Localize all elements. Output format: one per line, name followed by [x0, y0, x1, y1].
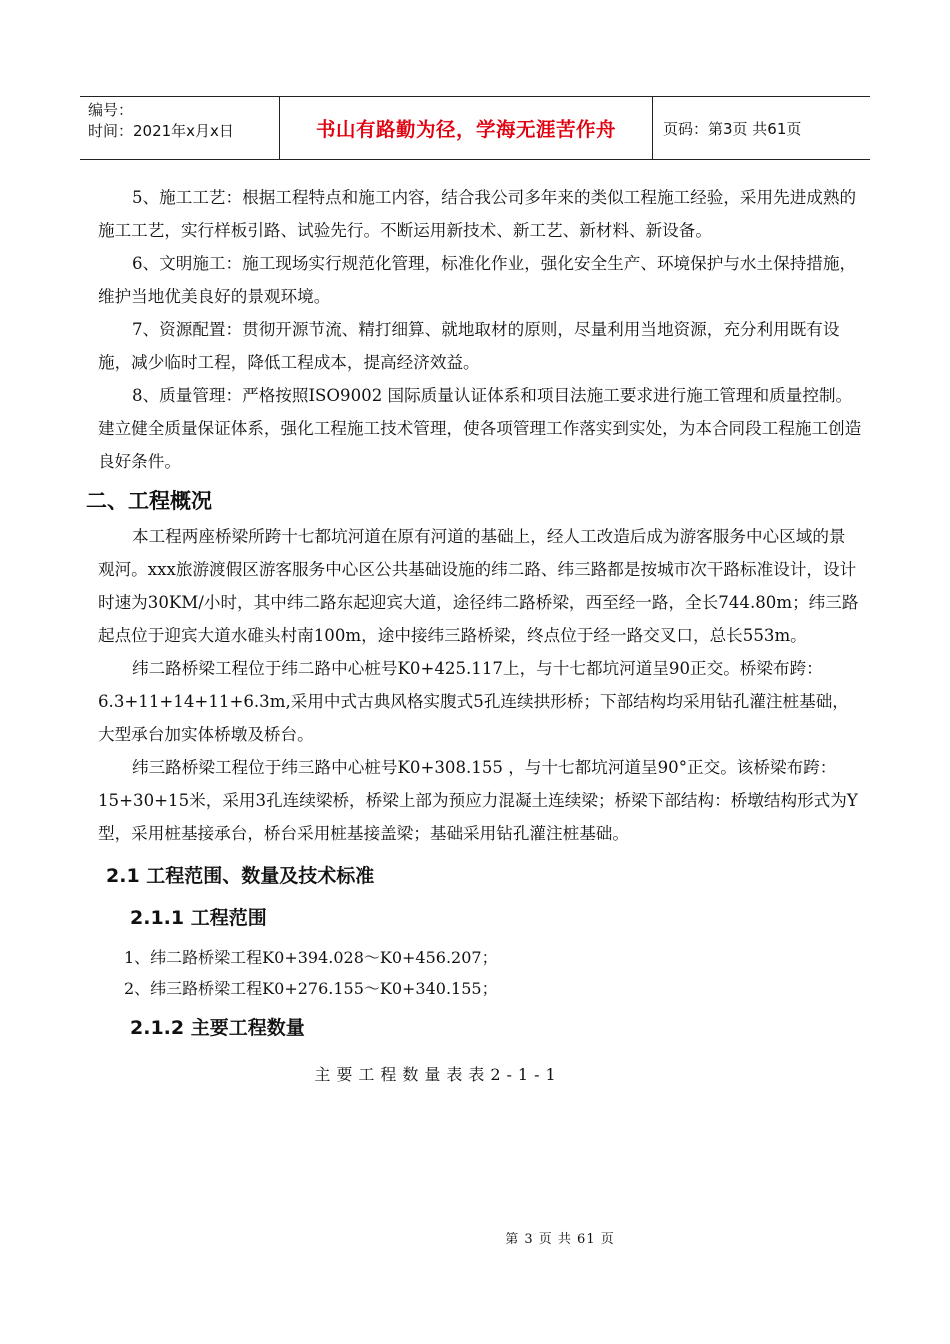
document-body [86, 181, 862, 1085]
paragraph-weier-bridge: 纬二路桥梁工程位于纬二路中心桩号K0+425.117上，与十七都坑河道呈90正交。桥梁布跨：6.3+11+14+11+6.3m,采用中式古典风格实腹式5孔连续拱形桥；下部结构均采用钻孔灌注桩基础，大型承台加实体桥墩及桥台。 [98, 659, 849, 744]
subsubsection-heading-quantities: 2.1.2 主要工程数量 [130, 1017, 305, 1039]
paragraph-resource-allocation: 7、资源配置：贯彻开源节流、精打细算、就地取材的原则，尽量利用当地资源，充分利用既有设施，减少临时工程，降低工程成本，提高经济效益。 [98, 320, 840, 372]
paragraph-quality-management: 8、质量管理：严格按照ISO9002 国际质量认证体系和项目法施工要求进行施工管理和质量控制。建立健全质量保证体系，强化工程施工技术管理，使各项管理工作落实到实处，为本合同段工程施工创造良好条件。 [98, 386, 862, 471]
header-motto: 书山有路勤为径，学海无涯苦作舟 [280, 97, 653, 159]
page-footer: 第 3 页 共 61 页 [505, 1232, 615, 1247]
table-caption: 主要工程数量表表2-1-1 [314, 1065, 562, 1084]
number-label: 编号： [88, 101, 134, 119]
paragraph-project-overview: 本工程两座桥梁所跨十七都坑河道在原有河道的基础上，经人工改造后成为游客服务中心区域的景观河。xxx旅游渡假区游客服务中心区公共基础设施的纬二路、纬三路都是按城市次干路标准设计，设计时速为30KM/小时，其中纬二路东起迎宾大道，途径纬二路桥梁，西至经一路，全长744.80m；纬三路起点位于迎宾大道水碓头村南100m，途中接纬三路桥梁，终点位于经一路交叉口，总长553m。 [98, 527, 859, 645]
section-heading-overview: 二、工程概况 [86, 489, 212, 513]
subsubsection-heading-scope: 2.1.1 工程范围 [130, 907, 267, 929]
document-header [80, 96, 870, 160]
time-label: 时间：2021年x月x日 [88, 122, 234, 140]
header-page-info: 页码：第3页 共61页 [663, 119, 802, 138]
paragraph-construction-process: 5、施工工艺：根据工程特点和施工内容，结合我公司多年来的类似工程施工经验，采用先进成熟的施工工艺，实行样板引路、试验先行。不断运用新技术、新工艺、新材料、新设备。 [98, 188, 857, 240]
list-item: 2、纬三路桥梁工程K0+276.155～K0+340.155； [124, 979, 498, 998]
paragraph-civilized-construction: 6、文明施工：施工现场实行规范化管理，标准化作业，强化安全生产、环境保护与水土保持措施，维护当地优美良好的景观环境。 [98, 254, 857, 306]
subsection-heading-scope: 2.1 工程范围、数量及技术标准 [106, 865, 375, 887]
header-meta [80, 97, 280, 159]
list-item: 1、纬二路桥梁工程K0+394.028～K0+456.207； [124, 948, 498, 967]
paragraph-weisan-bridge: 纬三路桥梁工程位于纬三路中心桩号K0+308.155 ，与十七都坑河道呈90°正交。该桥梁布跨：15+30+15米，采用3孔连续梁桥，桥梁上部为预应力混凝土连续梁；桥梁下部结构：桥墩结构形式为Y型，采用桩基接承台，桥台采用桩基接盖梁；基础采用钻孔灌注桩基础。 [98, 758, 858, 843]
